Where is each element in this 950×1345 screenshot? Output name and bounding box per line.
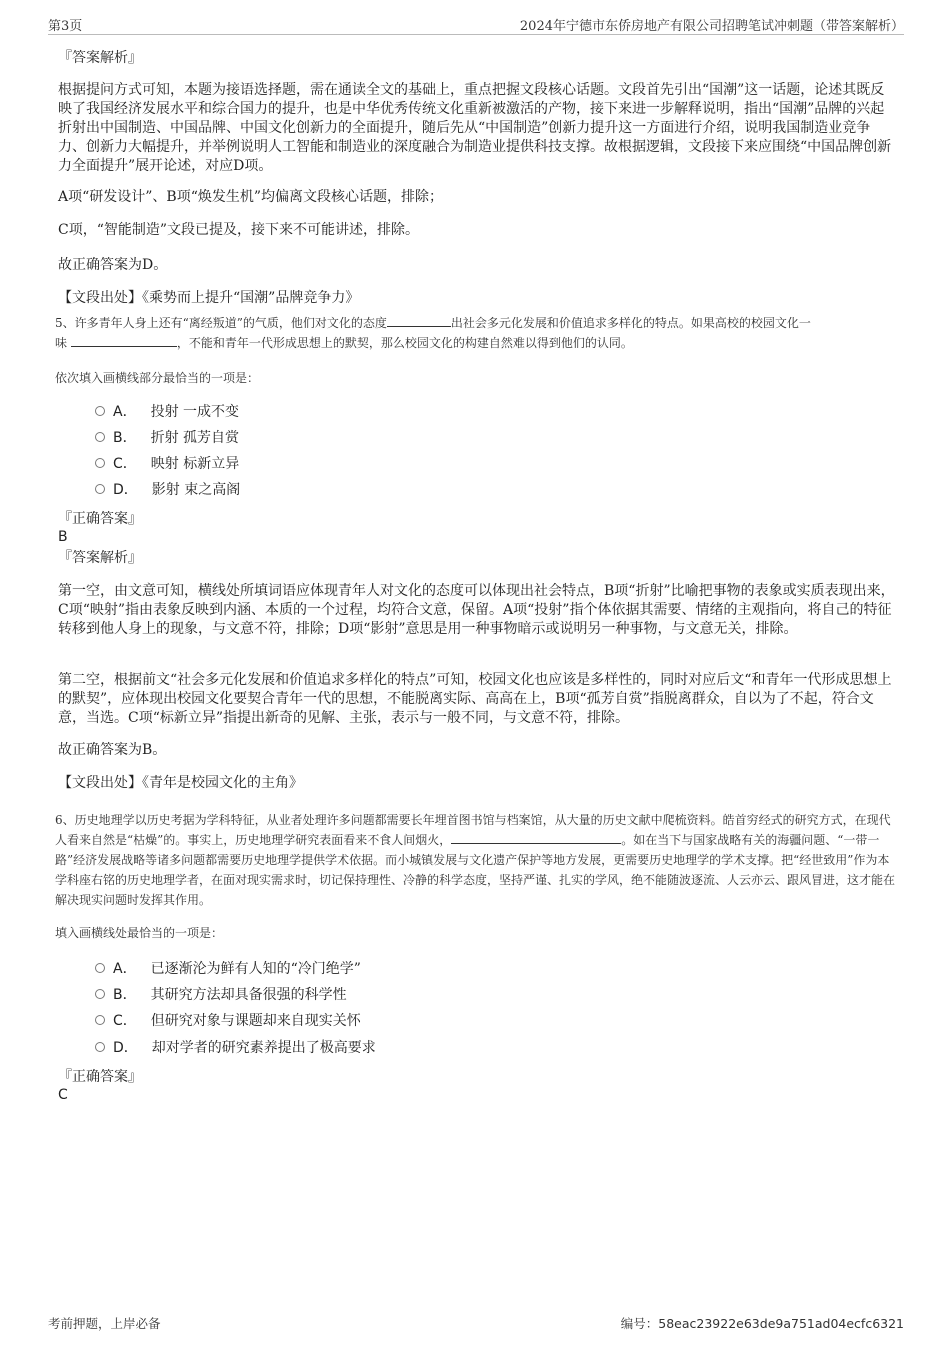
radio-icon[interactable]	[95, 963, 105, 973]
q6-option-b[interactable]: B． 其研究方法却具备很强的科学性	[95, 985, 347, 1005]
q4-analysis-label: 『答案解析』	[58, 50, 142, 66]
q5-option-a[interactable]: A． 投射 一成不变	[95, 402, 239, 422]
q5-analysis-label: 『答案解析』	[58, 550, 142, 566]
q6-stem: 6、历史地理学以历史考据为学科特征，从业者处理许多问题都需要长年埋首图书馆与档案馆，从大量的历史文献中爬梳资料。皓首穷经式的研究方式，在现代人看来自然是“枯燥”的。事实上，历史地理学研究表面看来不食人间烟火， 。如在当下与国家战略有关的海疆问题、“一带一路”经济发展战略等诸多问题都需要历史地理学提供学术依据。而小城镇发展与文化遗产保护等地方发展，更需要历史地理学的学术支撑。把“经世致用”作为本学科座右铭的历史地理学者，在面对现实需求时，切记保持理性、冷静的科学态度，坚持严谨、扎实的学风，绝不能随波逐流、人云亦云、跟风冒进，这才能在解决现实问题时发挥其作用。	[55, 813, 896, 907]
q4-source: 【文段出处】《乘势而上提升“国潮”品牌竞争力》	[58, 290, 360, 306]
q5-option-b[interactable]: B． 折射 孤芳自赏	[95, 428, 239, 448]
q5-stem: 5、许多青年人身上还有“离经叛道”的气质，他们对文化的态度 出社会多元化发展和价值追求多样化的特点。如果高校的校园文化一 味 ，不能和青年一代形成思想上的默契，那么校园文化的构建自然难以得到他们的认同。	[55, 313, 900, 353]
q4-analysis-paragraph-3: C项，“智能制造”文段已提及，接下来不可能讲述，排除。	[58, 222, 420, 238]
footer-id: 编号：58eac23922e63de9a751ad04ecfc6321	[620, 1316, 904, 1331]
document-code: 58eac23922e63de9a751ad04ecfc6321	[658, 1316, 904, 1331]
radio-icon[interactable]	[95, 432, 105, 442]
q5-analysis-paragraph-2: 第二空，根据前文“社会多元化发展和价值追求多样化的特点”可知，校园文化也应该是多样性的，同时对应后文“和青年一代形成思想上的默契”，应体现出校园文化要契合青年一代的思想，不能脱离实际、高高在上，B项“孤芳自赏”指脱离群众，自以为了不起，符合文意，当选。C项“标新立异”指提出新奇的见解、主张，表示与一般不同，与文意不符，排除。	[58, 672, 892, 726]
q5-option-d[interactable]: D． 影射 束之高阁	[95, 480, 240, 500]
blank-line	[451, 830, 621, 844]
q4-analysis-paragraph-2: A项“研发设计”、B项“焕发生机”均偏离文段核心话题，排除；	[58, 189, 444, 205]
q5-answer: B	[58, 529, 68, 545]
q5-prompt: 依次填入画横线部分最恰当的一项是：	[55, 371, 260, 385]
radio-icon[interactable]	[95, 1042, 105, 1052]
radio-icon[interactable]	[95, 1015, 105, 1025]
radio-icon[interactable]	[95, 458, 105, 468]
q6-option-d[interactable]: D． 却对学者的研究素养提出了极高要求	[95, 1038, 376, 1058]
radio-icon[interactable]	[95, 989, 105, 999]
q6-prompt: 填入画横线处最恰当的一项是：	[55, 926, 224, 940]
q5-analysis-paragraph-1: 第一空，由文意可知，横线处所填词语应体现青年人对文化的态度可以体现出社会特点，B项“折射”比喻把事物的表象或实质表现出来，C项“映射”指由表象反映到内涵、本质的一个过程，均符合文意，保留。A项“投射”指个体依据其需要、情绪的主观指向，将自己的特征转移到他人身上的现象，与文意不符，排除；D项“影射”意思是用一种事物暗示或说明另一种事物，与文意无关，排除。	[58, 583, 895, 637]
q5-source: 【文段出处】《青年是校园文化的主角》	[58, 775, 303, 791]
radio-icon[interactable]	[95, 406, 105, 416]
radio-icon[interactable]	[95, 484, 105, 494]
q6-answer-label: 『正确答案』	[58, 1069, 142, 1085]
blank-line	[387, 313, 451, 327]
blank-line	[71, 333, 177, 347]
q6-option-a[interactable]: A． 已逐渐沦为鲜有人知的“冷门绝学”	[95, 959, 361, 979]
document-title: 2024年宁德市东侨房地产有限公司招聘笔试冲刺题（带答案解析）	[519, 19, 904, 34]
q6-answer: C	[58, 1087, 68, 1103]
q4-analysis-conclusion: 故正确答案为D。	[58, 257, 168, 273]
q5-analysis-conclusion: 故正确答案为B。	[58, 742, 167, 758]
page-number: 第3页	[48, 19, 83, 34]
q5-answer-label: 『正确答案』	[58, 511, 142, 527]
q6-option-c[interactable]: C． 但研究对象与课题却来自现实关怀	[95, 1011, 361, 1031]
q5-option-c[interactable]: C． 映射 标新立异	[95, 454, 239, 474]
page-header	[48, 14, 904, 35]
q4-analysis-paragraph-1: 根据提问方式可知，本题为接语选择题，需在通读全文的基础上，重点把握文段核心话题。文段首先引出“国潮”这一话题，论述其既反映了我国经济发展水平和综合国力的提升，也是中华优秀传统文化重新被激活的产物，接下来进一步解释说明，指出“国潮”品牌的兴起折射出中国制造、中国品牌、中国文化创新力的全面提升，随后先从“中国制造”创新力提升这一方面进行介绍，说明我国制造业竞争力、创新力大幅提升，并举例说明人工智能和制造业的深度融合为制造业提供科技支撑。故根据逻辑，文段接下来应围绕“中国品牌创新力全面提升”展开论述，对应D项。	[58, 82, 892, 174]
footer-slogan: 考前押题，上岸必备	[48, 1316, 161, 1331]
